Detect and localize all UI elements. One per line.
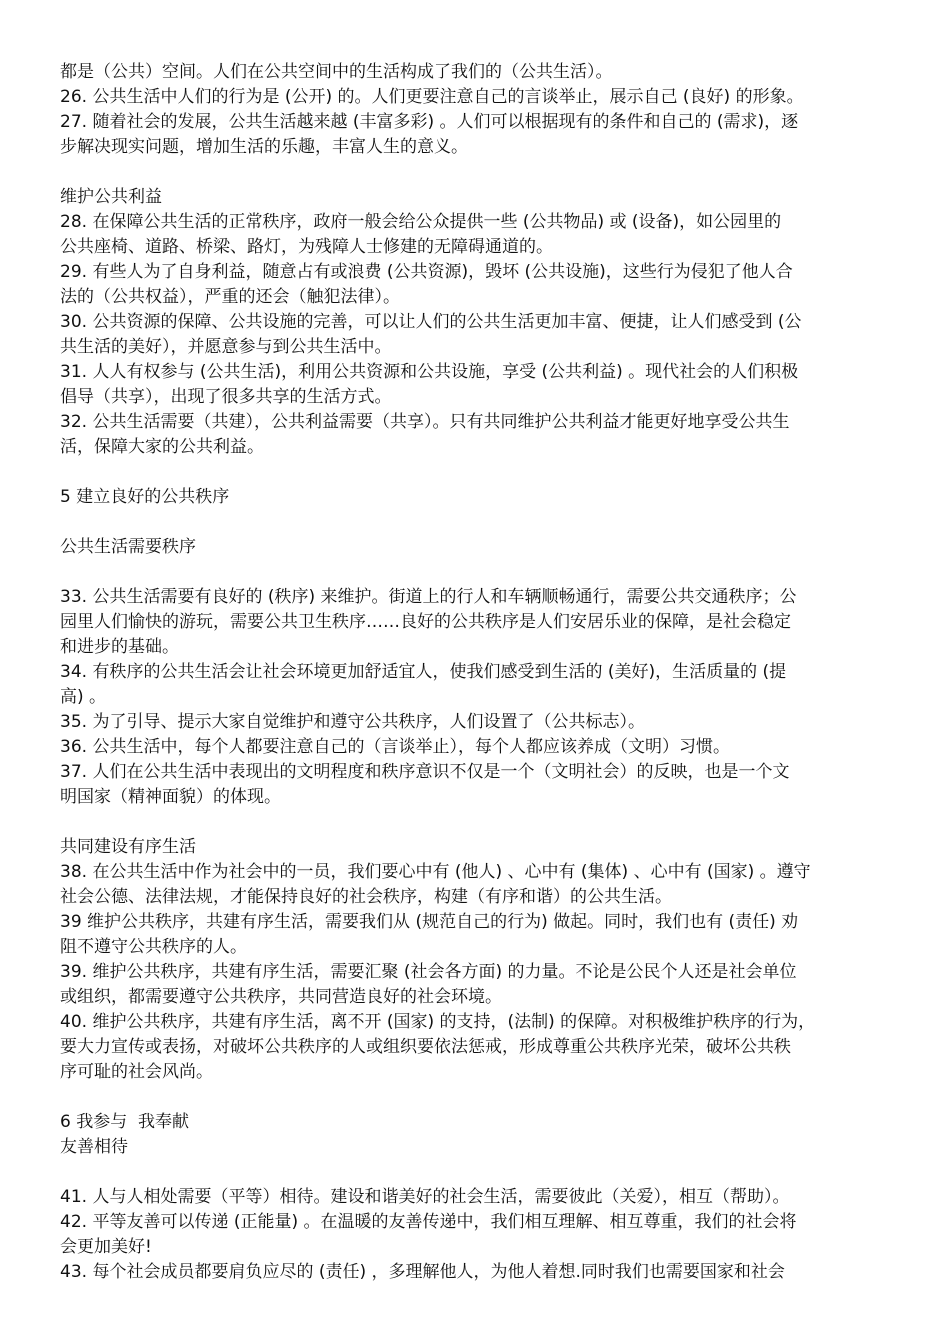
text-line: 社会公德、法律法规，才能保持良好的社会秩序，构建（有序和谐）的公共生活。 (60, 887, 672, 907)
text-line: 26. 公共生活中人们的行为是 (公开) 的。人们更要注意自己的言谈举止，展示自己 (良好) 的形象。 (60, 87, 804, 107)
text-line: 步解决现实问题，增加生活的乐趣，丰富人生的意义。 (60, 137, 468, 157)
text-line: 6 我参与 我奉献 (60, 1112, 190, 1132)
text-line: 36. 公共生活中，每个人都要注意自己的（言谈举止），每个人都应该养成（文明）习惯。 (60, 737, 730, 757)
text-line: 41. 人与人相处需要（平等）相待。建设和谐美好的社会生活，需要彼此（关爱），相互（帮助）。 (60, 1187, 790, 1207)
text-line: 高) 。 (60, 687, 107, 707)
text-line: 友善相待 (60, 1137, 128, 1157)
text-line: 38. 在公共生活中作为社会中的一员，我们要心中有 (他人) 、心中有 (集体) 、心中有 (国家) 。遵守 (60, 862, 811, 882)
text-line: 35. 为了引导、提示大家自觉维护和遵守公共秩序，人们设置了（公共标志）。 (60, 712, 645, 732)
text-line: 39. 维护公共秩序，共建有序生活，需要汇聚 (社会各方面) 的力量。不论是公民个人还是社会单位 (60, 962, 797, 982)
text-line: 活，保障大家的公共利益。 (60, 437, 264, 457)
blank-line (60, 1160, 898, 1185)
text-line: 43. 每个社会成员都要肩负应尽的 (责任) ，多理解他人，为他人着想.同时我们也需要国家和社会 (60, 1262, 785, 1282)
text-line: 40. 维护公共秩序，共建有序生活，离不开 (国家) 的支持，(法制) 的保障。对积极维护秩序的行为， (60, 1012, 816, 1032)
document-page (60, 60, 898, 1285)
text-line: 会更加美好! (60, 1237, 152, 1257)
text-line: 法的（公共权益），严重的还会（触犯法律）。 (60, 287, 400, 307)
text-line: 序可耻的社会风尚。 (60, 1062, 213, 1082)
text-line: 39 维护公共秩序，共建有序生活，需要我们从 (规范自己的行为) 做起。同时，我们也有 (责任) 劝 (60, 912, 799, 932)
text-line: 5 建立良好的公共秩序 (60, 487, 230, 507)
text-line: 29. 有些人为了自身利益，随意占有或浪费 (公共资源)，毁坏 (公共设施)，这些行为侵犯了他人合 (60, 262, 793, 282)
text-line: 37. 人们在公共生活中表现出的文明程度和秩序意识不仅是一个（文明社会）的反映，也是一个文 (60, 762, 790, 782)
text-line: 31. 人人有权参与 (公共生活)，利用公共资源和公共设施，享受 (公共利益) 。现代社会的人们积极 (60, 362, 799, 382)
text-line: 27. 随着社会的发展，公共生活越来越 (丰富多彩) 。人们可以根据现有的条件和自己的 (需求)，逐 (60, 112, 799, 132)
text-line: 共同建设有序生活 (60, 837, 196, 857)
text-line: 或组织，都需要遵守公共秩序，共同营造良好的社会环境。 (60, 987, 502, 1007)
text-line: 和进步的基础。 (60, 637, 179, 657)
text-line: 维护公共利益 (60, 187, 162, 207)
text-line: 28. 在保障公共生活的正常秩序，政府一般会给公众提供一些 (公共物品) 或 (设备)，如公园里的 (60, 212, 782, 232)
blank-line (60, 510, 898, 535)
blank-line (60, 560, 898, 585)
text-line: 42. 平等友善可以传递 (正能量) 。在温暖的友善传递中，我们相互理解、相互尊重，我们的社会将 (60, 1212, 797, 1232)
text-line: 公共生活需要秩序 (60, 537, 196, 557)
text-line: 32. 公共生活需要（共建），公共利益需要（共享）。只有共同维护公共利益才能更好地享受公共生 (60, 412, 790, 432)
text-line: 倡导（共享），出现了很多共享的生活方式。 (60, 387, 392, 407)
text-line: 共生活的美好），并愿意参与到公共生活中。 (60, 337, 392, 357)
text-line: 30. 公共资源的保障、公共设施的完善，可以让人们的公共生活更加丰富、便捷，让人们感受到 (公 (60, 312, 802, 332)
blank-line (60, 460, 898, 485)
text-line: 33. 公共生活需要有良好的 (秩序) 来维护。街道上的行人和车辆顺畅通行，需要公共交通秩序；公 (60, 587, 797, 607)
blank-line (60, 1085, 898, 1110)
blank-line (60, 810, 898, 835)
text-line: 明国家（精神面貌）的体现。 (60, 787, 281, 807)
text-line: 都是（公共）空间。人们在公共空间中的生活构成了我们的（公共生活）。 (60, 62, 613, 82)
text-line: 34. 有秩序的公共生活会让社会环境更加舒适宜人，使我们感受到生活的 (美好)，生活质量的 (提 (60, 662, 787, 682)
text-line: 阻不遵守公共秩序的人。 (60, 937, 247, 957)
text-line: 要大力宣传或表扬，对破坏公共秩序的人或组织要依法惩戒，形成尊重公共秩序光荣，破坏公共秩 (60, 1037, 791, 1057)
blank-line (60, 160, 898, 185)
text-line: 公共座椅、道路、桥梁、路灯，为残障人士修建的无障碍通道的。 (60, 237, 553, 257)
text-line: 园里人们愉快的游玩，需要公共卫生秩序……良好的公共秩序是人们安居乐业的保障，是社会稳定 (60, 612, 791, 632)
